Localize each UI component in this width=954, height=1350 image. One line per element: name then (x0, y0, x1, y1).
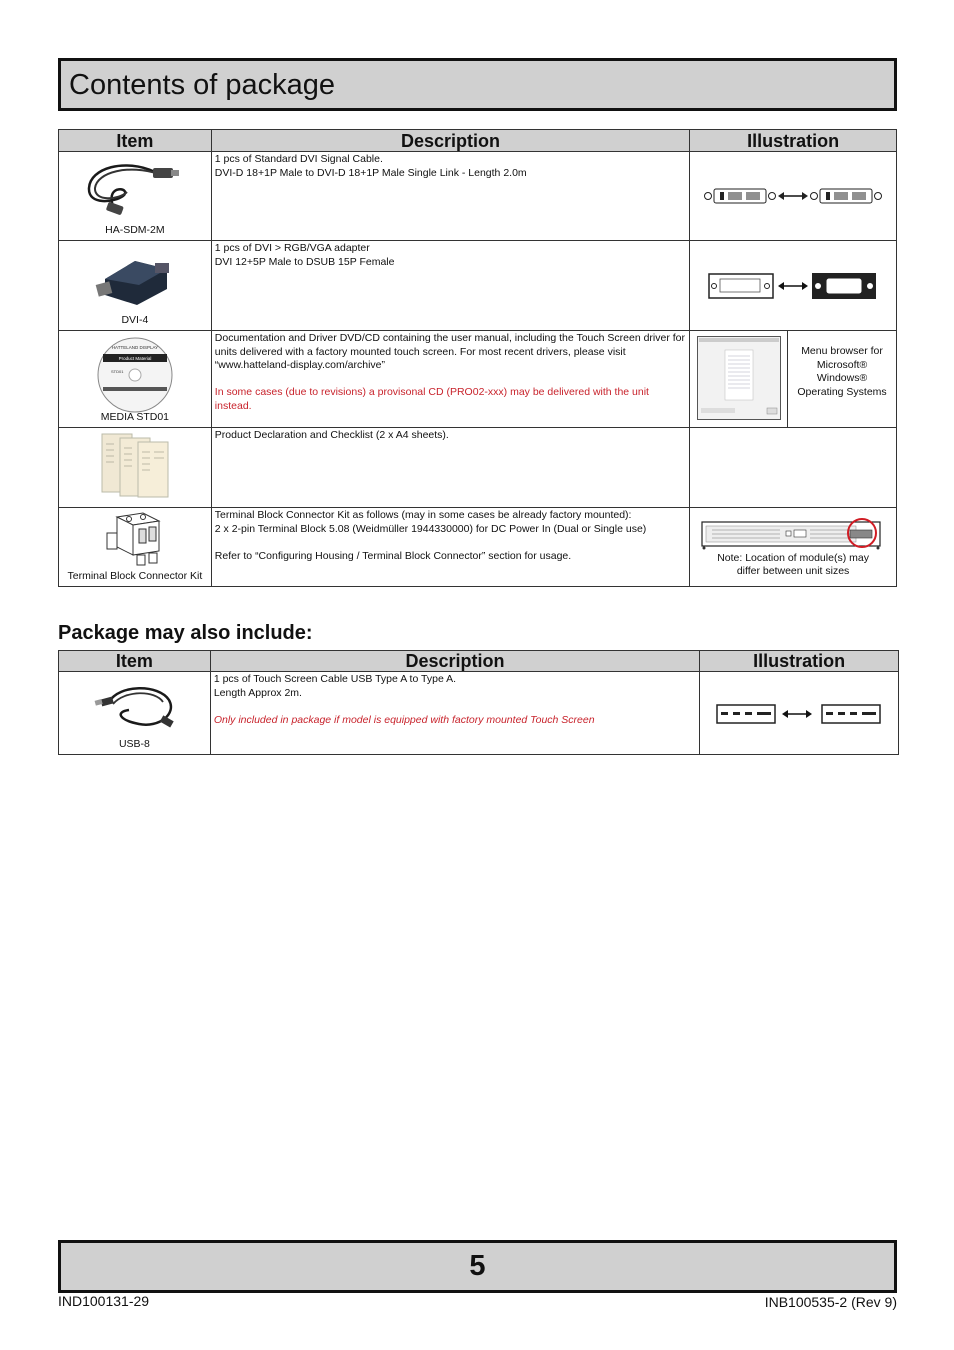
header-item: Item (59, 651, 211, 672)
desc-red-note: Only included in package if model is equipped with factory mounted Touch Screen (213, 713, 595, 726)
cd-code-text: STD01 (110, 369, 124, 374)
unit-rear-panel-image (700, 514, 886, 554)
footer-doc-id-left: IND100131-29 (58, 1293, 150, 1309)
illustration-cell (690, 152, 897, 241)
item-label: DVI-4 (121, 314, 149, 326)
cd-image (97, 337, 173, 413)
usb-to-usb-icon (716, 703, 882, 725)
desc-line: 1 pcs of Touch Screen Cable USB Type A to Type A. (213, 673, 457, 685)
table-row (59, 241, 897, 331)
desc-red-note: In some cases (due to revisions) a provisonal CD (PRO02-xxx) may be delivered with the unit instead. (214, 386, 649, 412)
desc-line: Refer to “Configuring Housing / Terminal Block Connector” section for usage. (214, 549, 572, 562)
item-label: MEDIA STD01 (100, 411, 170, 423)
desc-line: Terminal Block Connector Kit as follows (may in some cases be already factory mounted): (214, 509, 632, 521)
page-number: 5 (469, 1250, 486, 1282)
description-cell (211, 241, 689, 331)
table-row (59, 428, 897, 508)
item-cell (59, 428, 212, 508)
desc-line: DVI 12+5P Male to DSUB 15P Female (214, 255, 395, 268)
menu-browser-screenshot (697, 336, 781, 420)
desc-line: 1 pcs of Standard DVI Signal Cable. (214, 153, 383, 165)
desc-line: Product Declaration and Checklist (2 x A4 sheets). (214, 429, 449, 441)
desc-paragraph: Documentation and Driver DVD/CD containing the user manual, including the Touch Screen driver for units delivered with a factory mounted touch screen. For most recent drivers, please visit “www.hatteland-display.com/archive” (214, 332, 686, 371)
header-description: Description (210, 651, 699, 672)
contents-table (58, 129, 897, 587)
desc-line: Length Approx 2m. (213, 686, 302, 699)
declaration-sheets-image (100, 432, 170, 498)
item-cell (59, 672, 211, 755)
header-illustration: Illustration (700, 651, 899, 672)
description-cell (210, 672, 699, 755)
page-title-bar (58, 58, 897, 111)
menu-browser-note: Menu browser for Microsoft® Windows® Operating Systems (797, 345, 887, 398)
illustration-cell (690, 331, 788, 428)
description-cell (211, 331, 689, 428)
header-description: Description (211, 130, 689, 152)
table-row (59, 508, 897, 587)
header-item: Item (59, 130, 212, 152)
dvi-cable-image (85, 158, 185, 218)
illustration-cell (700, 672, 899, 755)
table-row (59, 152, 897, 241)
description-cell (211, 152, 689, 241)
description-cell (211, 428, 689, 508)
table-row (59, 672, 899, 755)
desc-line: 2 x 2-pin Terminal Block 5.08 (Weidmüller 1944330000) for DC Power In (Dual or Single use) (214, 522, 647, 535)
illustration-cell (690, 508, 897, 587)
dvi-to-dvi-icon (702, 186, 884, 206)
illustration-note-cell (788, 331, 897, 428)
illustration-cell (690, 241, 897, 331)
dvi-to-vga-icon (708, 272, 878, 300)
terminal-block-image (103, 511, 167, 567)
usb-cable-image (89, 680, 179, 736)
desc-line: 1 pcs of DVI > RGB/VGA adapter (214, 242, 370, 254)
item-cell (59, 508, 212, 587)
module-location-note: Note: Location of module(s) may differ between unit sizes (717, 552, 869, 577)
illustration-cell (690, 428, 897, 508)
table-row (59, 331, 897, 428)
page-title: Contents of package (69, 69, 336, 101)
item-cell (59, 241, 212, 331)
cd-brand-text: HATTELAND DISPLAY (111, 345, 159, 350)
item-label: HA-SDM-2M (105, 224, 165, 236)
dvi-adapter-image (95, 249, 175, 309)
desc-line: DVI-D 18+1P Male to DVI-D 18+1P Male Single Link - Length 2.0m (214, 166, 527, 179)
item-label: Terminal Block Connector Kit (67, 570, 203, 582)
subheading: Package may also include: (58, 622, 313, 644)
description-cell (211, 508, 689, 587)
header-illustration: Illustration (690, 130, 897, 152)
cd-label-text: Product Material (118, 356, 152, 361)
optional-contents-table (58, 650, 899, 755)
item-cell (59, 331, 212, 428)
item-label: USB-8 (118, 738, 150, 750)
item-cell (59, 152, 212, 241)
footer-page-bar (58, 1240, 897, 1293)
footer-doc-id-right: INB100535-2 (Rev 9) (764, 1294, 897, 1310)
